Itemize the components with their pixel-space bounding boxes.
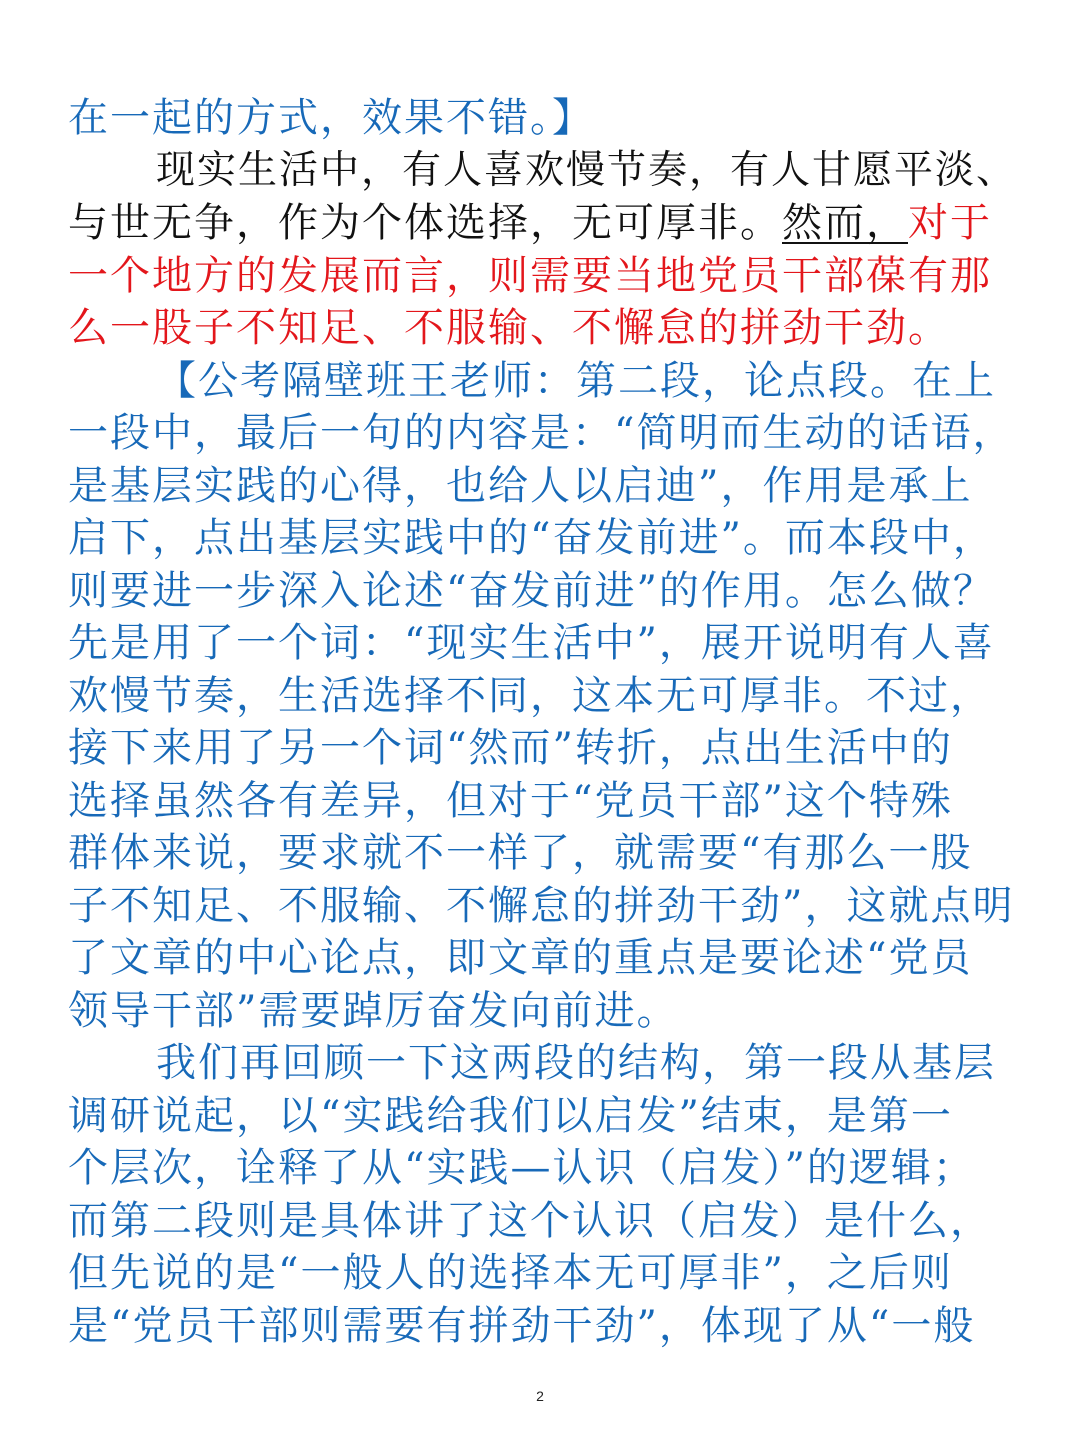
commentary-line: 【公考隔壁班王老师：第二段，论点段。在上 (156, 357, 996, 404)
text-line (68, 197, 1018, 250)
commentary-line: 调研说起，以“实践给我们以启发”结束，是第一 (68, 1092, 953, 1139)
commentary-line: 群体来说，要求就不一样了，就需要“有那么一股 (68, 830, 973, 876)
commentary-line: 但先说的是“一般人的选择本无可厚非”，之后则 (68, 1250, 953, 1296)
commentary-line: 一段中，最后一句的内容是：“简明而生动的话语， (68, 410, 1015, 456)
commentary-line: 个层次，诠释了从“实践—认识（启发）”的逻辑； (68, 1145, 975, 1191)
commentary-line: 接下来用了另一个词“然而”转折，点出生活中的 (68, 725, 953, 771)
emphasis-text: 对于 (908, 200, 992, 246)
commentary-line: 启下，点出基层实践中的“奋发前进”。而本段中， (68, 515, 995, 561)
page-number: 2 (536, 1388, 544, 1404)
commentary-line: 欢慢节奏，生活选择不同，这本无可厚非。不过， (68, 672, 992, 719)
commentary-line: 子不知足、不服输、不懈怠的拼劲干劲”，这就点明 (68, 882, 1015, 929)
commentary-line: 先是用了一个词：“现实生活中”，展开说明有人喜 (68, 620, 995, 666)
commentary-line: 领导干部”需要踔厉奋发向前进。 (68, 987, 679, 1034)
underlined-phrase: 然而， (782, 200, 908, 246)
commentary-line: 则要进一步深入论述“奋发前进”的作用。怎么做？ (68, 567, 995, 614)
emphasis-line: 么一股子不知足、不服输、不懈怠的拼劲干劲。 (68, 305, 950, 351)
commentary-line: 是基层实践的心得，也给人以启迪”，作用是承上 (68, 462, 973, 509)
commentary-line: 是“党员干部则需要有拼劲干劲”，体现了从“一般 (68, 1302, 976, 1349)
commentary-line: 而第二段则是具体讲了这个认识（启发）是什么， (68, 1197, 992, 1244)
commentary-line: 我们再回顾一下这两段的结构，第一段从基层 (156, 1040, 996, 1086)
commentary-line: 选择虽然各有差异，但对于“党员干部”这个特殊 (68, 777, 953, 824)
commentary-line: 了文章的中心论点，即文章的重点是要论述“党员 (68, 935, 973, 981)
document-body (68, 92, 1018, 1352)
text-line: 在一起的方式，效果不错。】 (68, 95, 594, 141)
text-segment: 与世无争，作为个体选择，无可厚非。 (68, 200, 782, 246)
text-line: 现实生活中，有人喜欢慢节奏，有人甘愿平淡、 (156, 147, 1018, 193)
emphasis-line: 一个地方的发展而言，则需要当地党员干部葆有那 (68, 252, 992, 299)
